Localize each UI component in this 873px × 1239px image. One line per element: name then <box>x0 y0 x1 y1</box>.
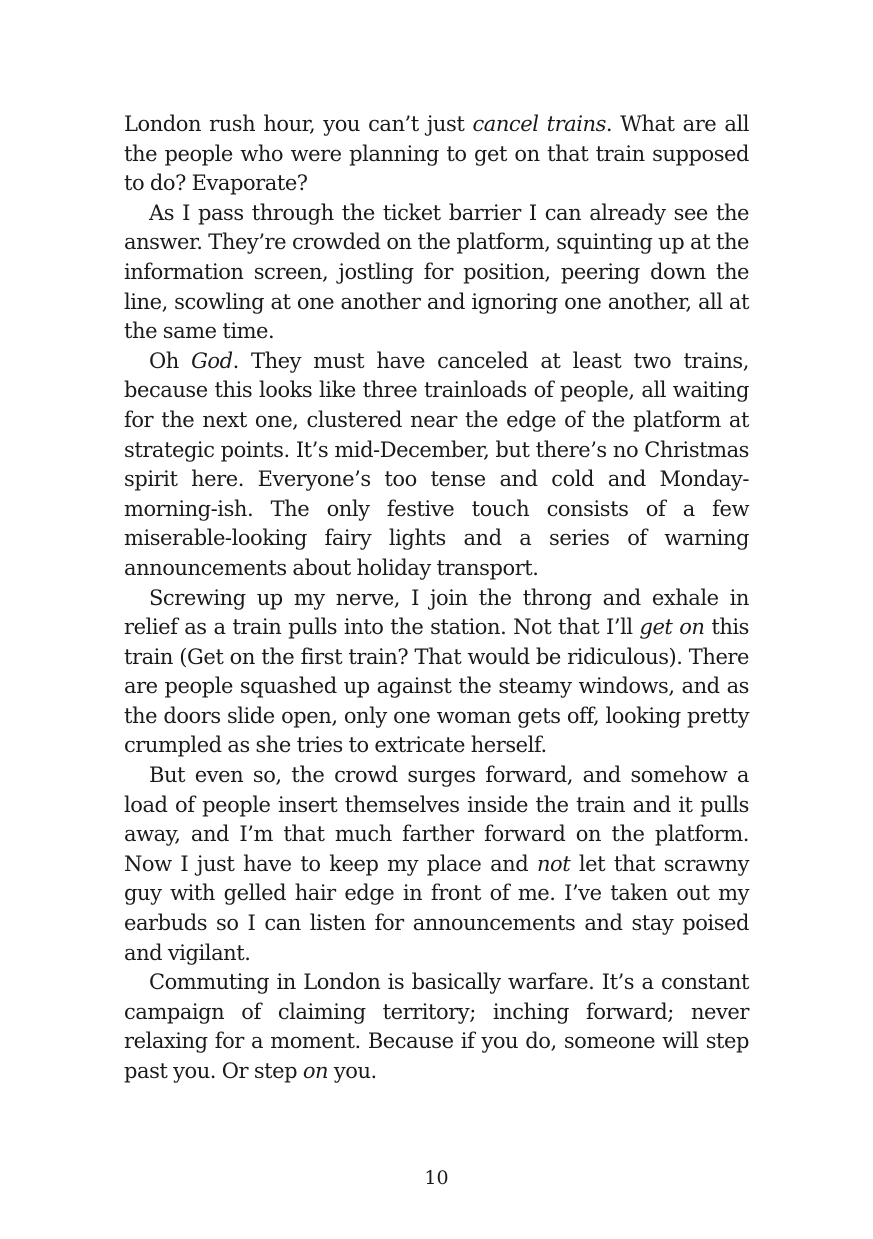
text-segment: As I pass through the ticket barrier I can already see the answer. They’re crowded on the platform, squinting up at the information screen, jostling for position, peering down the line, scowling at one another and ignoring one another, all at the same time. <box>124 200 749 344</box>
paragraph-2 <box>124 199 749 347</box>
text-segment: you. <box>328 1059 377 1083</box>
italic-segment: cancel trains <box>472 112 606 136</box>
paragraph-1 <box>124 110 749 199</box>
page-number: 10 <box>424 1167 449 1189</box>
text-segment: Screwing up my nerve, I join the throng and exhale in relief as a train pulls into the station. Not that I’ll <box>124 585 749 640</box>
italic-segment: not <box>536 851 571 876</box>
paragraph-5 <box>124 761 749 968</box>
paragraph-4 <box>124 584 749 762</box>
italic-segment: get on <box>639 615 705 640</box>
paragraph-3 <box>124 347 749 584</box>
text-segment: London rush hour, you can’t just <box>124 112 473 136</box>
text-segment: Oh <box>149 348 192 373</box>
text-segment: . What are all the people who were planning to get on that train supposed to do? Evaporate? <box>124 112 749 196</box>
italic-segment: God <box>191 348 233 373</box>
text-segment: Commuting in London is basically warfare. It’s a constant campaign of claiming territory; inching forward; never relaxing for a moment. Because if you do, someone will step past you. Or step <box>124 970 749 1083</box>
text-segment: let that scrawny guy with gelled hair edge in front of me. I’ve taken out my earbuds so I can listen for announcements and stay poised and vigilant. <box>124 851 750 965</box>
paragraph-6 <box>124 968 749 1086</box>
text-segment: But even so, the crowd surges forward, and somehow a load of people insert themselves inside the train and it pulls away, and I’m that much farther forward on the platform. Now I just have to keep my place and <box>124 763 749 876</box>
italic-segment: on <box>302 1059 329 1083</box>
text-segment: . They must have canceled at least two trains, because this looks like three trainloads of people, all waiting for the next one, clustered near the edge of the platform at strategic points. It’s mid-December, but there’s no Christmas spirit here. Everyone’s too tense and cold and Monday-morning-ish. The only festive touch consists of a few miserable-looking fairy lights and a series of warning announcements about holiday transport. <box>124 348 749 580</box>
page-body <box>124 110 749 1087</box>
text-segment: this train (Get on the first train? That would be ridiculous). There are people squashed up against the steamy windows, and as the doors slide open, only one woman gets off, looking pretty crumpled as she tries to extricate herself. <box>124 615 750 758</box>
